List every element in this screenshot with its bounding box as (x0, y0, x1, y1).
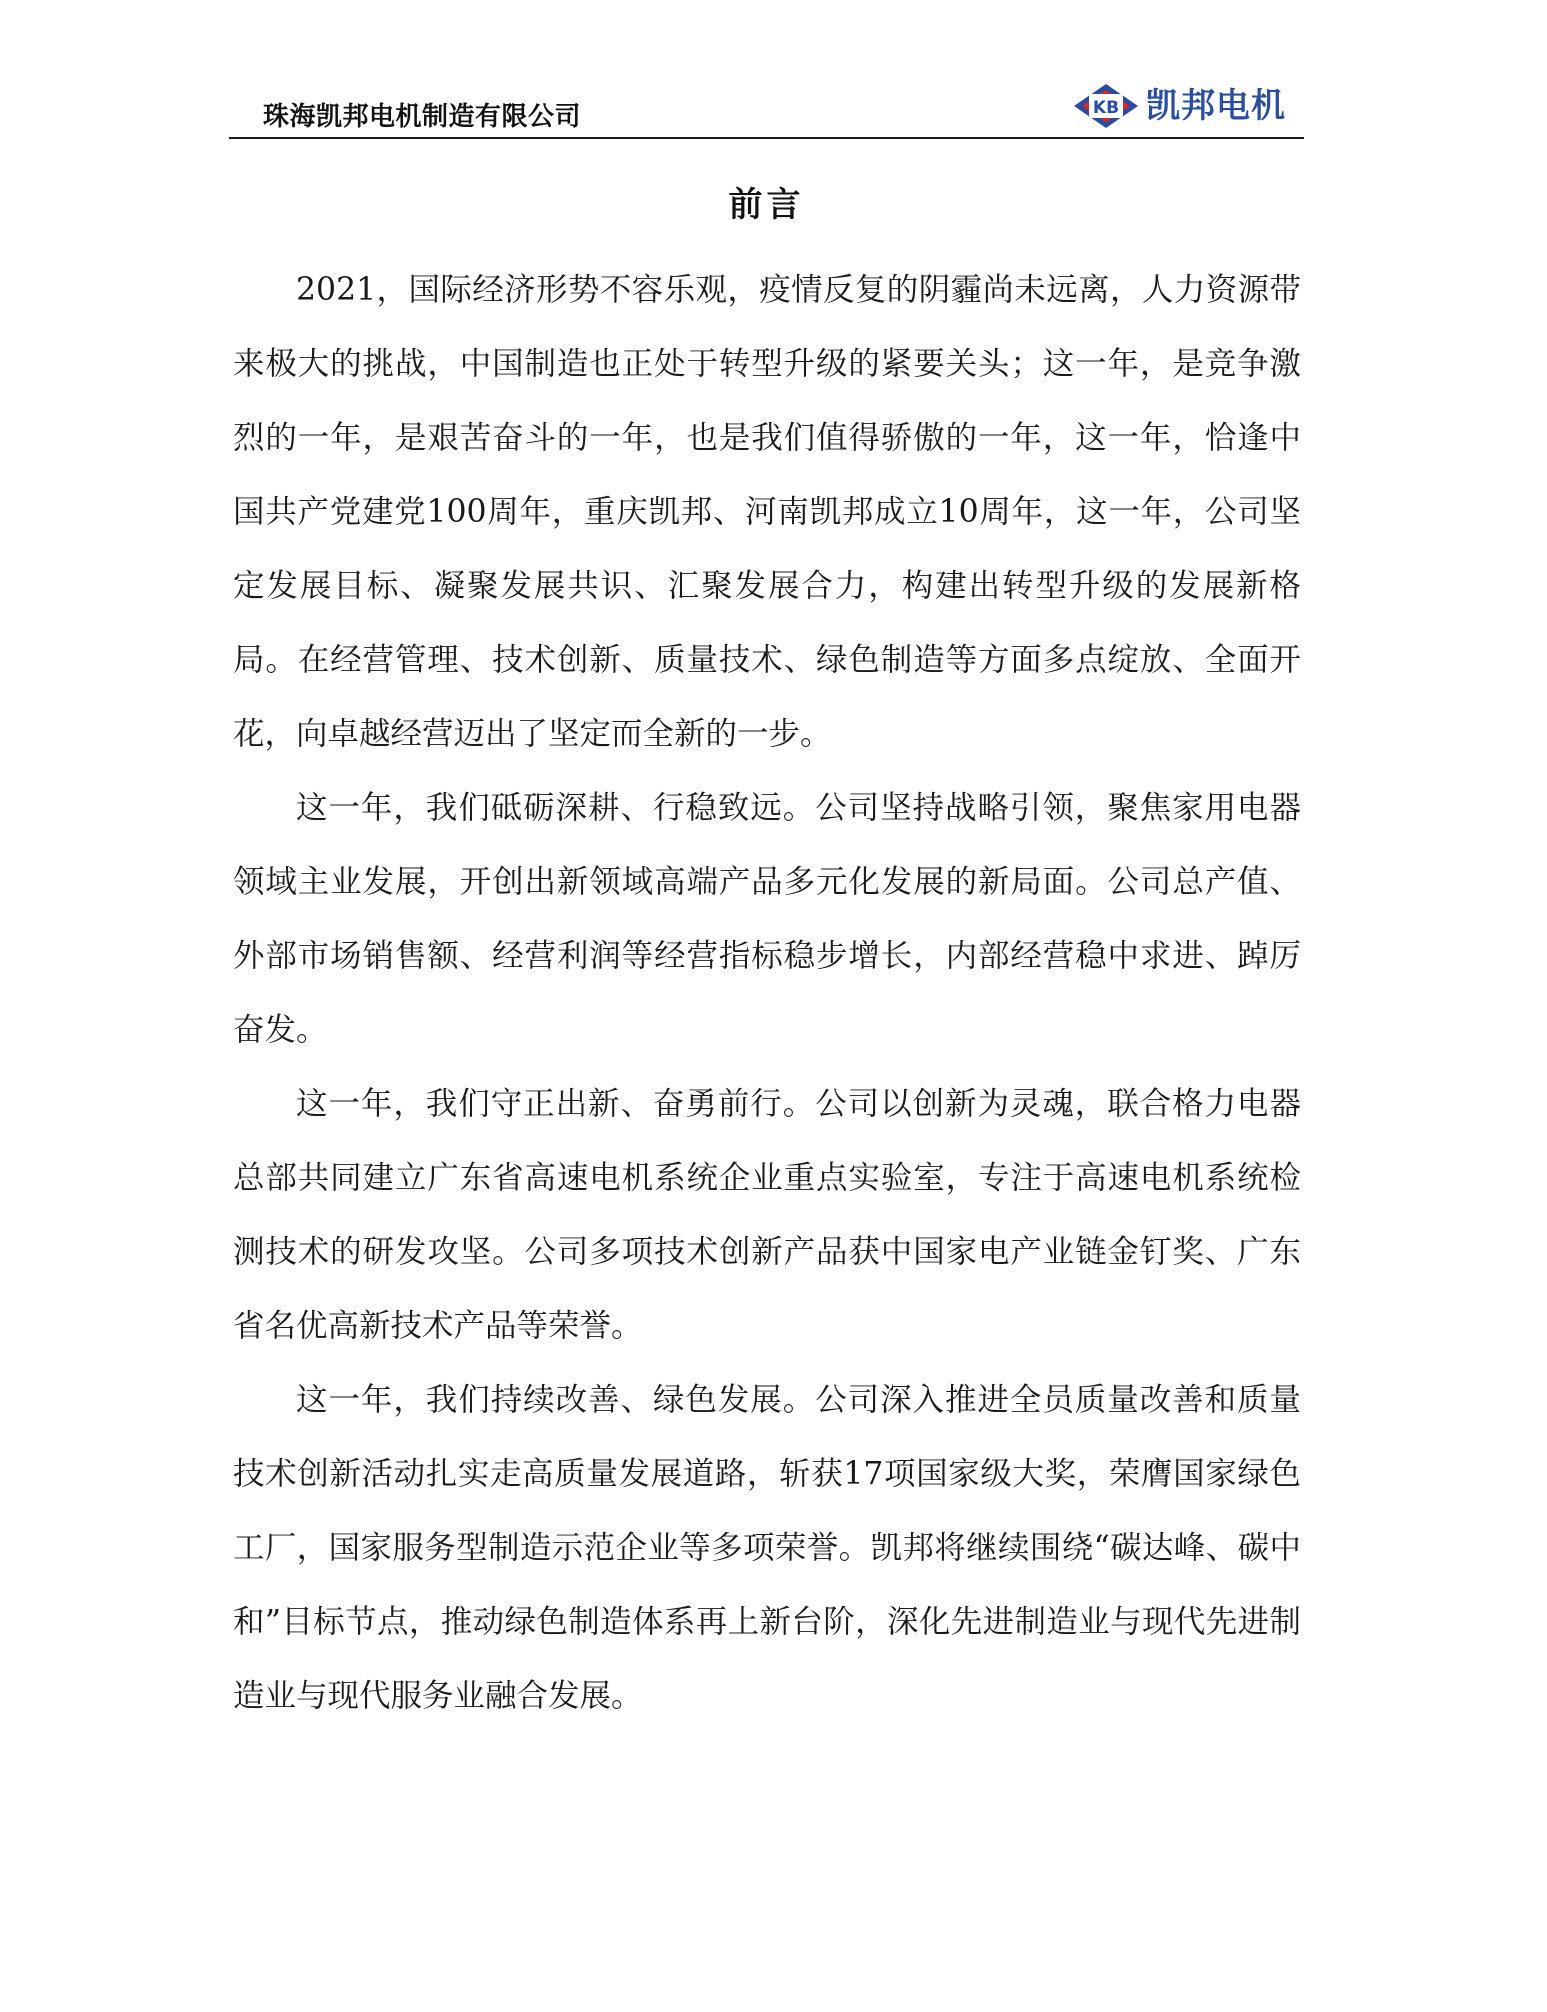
header-divider (229, 137, 1304, 139)
paragraph-1: 2021，国际经济形势不容乐观，疫情反复的阴霾尚未远离，人力资源带来极大的挑战，中国制造也正处于转型升级的紧要关头；这一年，是竞争激烈的一年，是艰苦奋斗的一年，也是我们值得骄傲的一年，这一年，恰逢中国共产党建党100周年，重庆凯邦、河南凯邦成立10周年，这一年，公司坚定发展目标、凝聚发展共识、汇聚发展合力，构建出转型升级的发展新格局。在经营管理、技术创新、质量技术、绿色制造等方面多点绽放、全面开花，向卓越经营迈出了坚定而全新的一步。 (233, 272, 1301, 752)
paragraph-3: 这一年，我们守正出新、奋勇前行。公司以创新为灵魂，联合格力电器总部共同建立广东省高速电机系统企业重点实验室，专注于高速电机系统检测技术的研发攻坚。公司多项技术创新产品获中国家电产业链金钉奖、广东省名优高新技术产品等荣誉。 (233, 1086, 1301, 1344)
logo-brand-text: 凯邦电机 (1146, 86, 1286, 126)
document-body (233, 253, 1301, 1733)
document-title: 前言 (728, 185, 805, 225)
company-name: 珠海凯邦电机制造有限公司 (263, 102, 582, 132)
page-header (229, 82, 1304, 142)
company-logo (1072, 82, 1286, 130)
kb-logo-icon (1072, 82, 1140, 130)
paragraph-4: 这一年，我们持续改善、绿色发展。公司深入推进全员质量改善和质量技术创新活动扎实走高质量发展道路，斩获17项国家级大奖，荣膺国家绿色工厂，国家服务型制造示范企业等多项荣誉。凯邦将继续围绕“碳达峰、碳中和”目标节点，推动绿色制造体系再上新台阶，深化先进制造业与现代先进制造业与现代服务业融合发展。 (233, 1382, 1301, 1714)
logo-mark-text: KB (1092, 98, 1120, 118)
paragraph-2: 这一年，我们砥砺深耕、行稳致远。公司坚持战略引领，聚焦家用电器领域主业发展，开创出新领域高端产品多元化发展的新局面。公司总产值、外部市场销售额、经营利润等经营指标稳步增长，内部经营稳中求进、踔厉奋发。 (233, 790, 1301, 1048)
